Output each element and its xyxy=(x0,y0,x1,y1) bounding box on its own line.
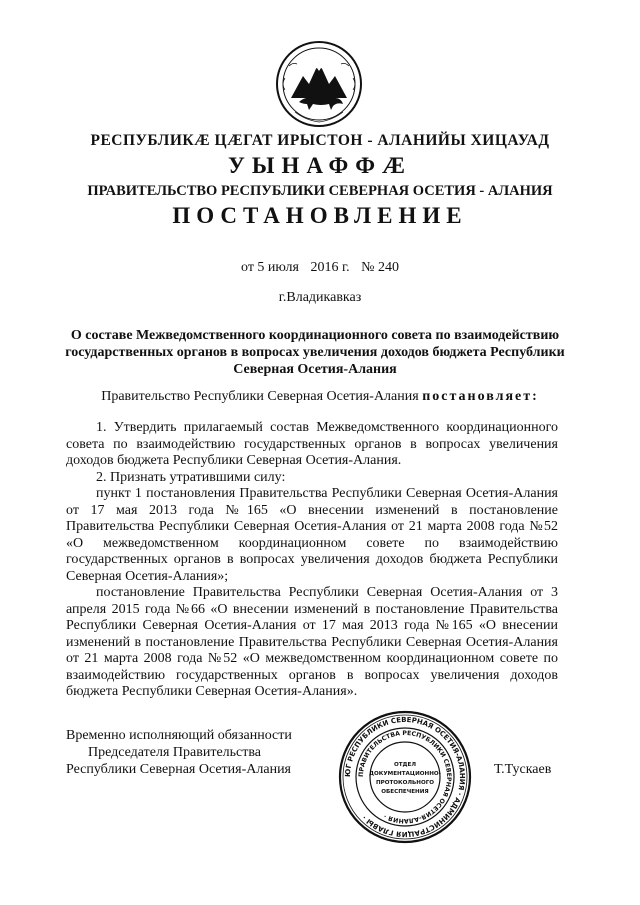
stamp-center-line-4: ОБЕСПЕЧЕНИЯ xyxy=(381,789,429,795)
document-city: г.Владикавказ xyxy=(278,290,362,305)
header-russian-doc-type: ПОСТАНОВЛЕНИЕ xyxy=(172,203,468,228)
document-year: 2016 г. xyxy=(310,260,350,275)
svg-text:ПРАВИТЕЛЬСТВА РЕСПУБЛИКИ СЕВЕР xyxy=(358,730,452,824)
body-paragraph-3: пункт 1 постановления Правительства Республики Северная Осетия-Алания от 17 мая 2013 года №165 «О внесении изменений в постановление Правительства Республики Северная Осетия-Алания от 21 марта 2008 года №52 «О межведомственном координационном совете по взаимодействию государственных органов в вопросах увеличения доходов бюджета Республики Северная Осетия-Алания»; xyxy=(66,486,558,584)
preamble xyxy=(0,389,640,405)
header-ossetian-line: РЕСПУБЛИКӔ ЦӔГАТ ИРЫСТОН - АЛАНИЙЫ ХИЦАУАД xyxy=(90,132,550,149)
coat-of-arms-emblem xyxy=(275,40,363,128)
document-date: от 5 июля xyxy=(241,260,299,275)
signatory-name: Т.Тускаев xyxy=(494,762,552,777)
signature-title xyxy=(66,727,292,778)
stamp-center-line-1: ОТДЕЛ xyxy=(393,762,417,768)
stamp-outer-text: ЮГ РЕСПУБЛИКИ СЕВЕРНАЯ ОСЕТИЯ-АЛАНИЯ · АДМИНИСТРАЦИЯ ГЛАВЫ · xyxy=(343,715,467,839)
body-paragraph-1: 1. Утвердить прилагаемый состав Межведомственного координационного совета по взаимодействию государственных органов в вопросах увеличения доходов бюджета Республики Северная Осетия-Алания. xyxy=(66,420,558,468)
header-russian-line: ПРАВИТЕЛЬСТВО РЕСПУБЛИКИ СЕВЕРНАЯ ОСЕТИЯ - АЛАНИЯ xyxy=(87,183,553,199)
body-paragraph-4: постановление Правительства Республики Северная Осетия-Алания от 3 апреля 2015 года №66 «О внесении изменений в постановление Правительства Республики Северная Осетия-Алания от 17 мая 2013 года №165 «О внесении изменений в постановление Правительства Республики Северная Осетия-Алания от 21 марта 2008 года №52 «О межведомственном координационном совете по взаимодействию государственных органов в вопросах увеличения доходов бюджета Республики Северная Осетия-Алания». xyxy=(66,585,558,699)
official-stamp-seal xyxy=(338,710,472,844)
signature-line-3: Республики Северная Осетия-Алания xyxy=(66,762,291,777)
preamble-decides: постановляет: xyxy=(422,389,539,404)
stamp-center-line-2: ДОКУМЕНТАЦИОННО- xyxy=(369,771,441,777)
date-line xyxy=(0,260,640,276)
header-ossetian-doc-type: УЫНАФФӔ xyxy=(227,153,413,178)
stamp-center-line-3: ПРОТОКОЛЬНОГО xyxy=(375,780,435,786)
signature-line-1: Временно исполняющий обязанности xyxy=(66,728,292,743)
document-body xyxy=(66,420,558,701)
document-number: № 240 xyxy=(361,260,399,275)
stamp-inner-text: ПРАВИТЕЛЬСТВА РЕСПУБЛИКИ СЕВЕРНАЯ ОСЕТИЯ-АЛАНИЯ · xyxy=(357,729,453,825)
document-title: О составе Межведомственного координационного совета по взаимодействию государственных органов в вопросах увеличения доходов бюджета Республики Северная Осетия-Алания xyxy=(65,328,565,377)
signature-line-2: Председателя Правительства xyxy=(88,745,262,760)
preamble-text: Правительство Республики Северная Осетия-Алания xyxy=(101,389,423,404)
body-paragraph-2: 2. Признать утратившими силу: xyxy=(96,469,286,485)
